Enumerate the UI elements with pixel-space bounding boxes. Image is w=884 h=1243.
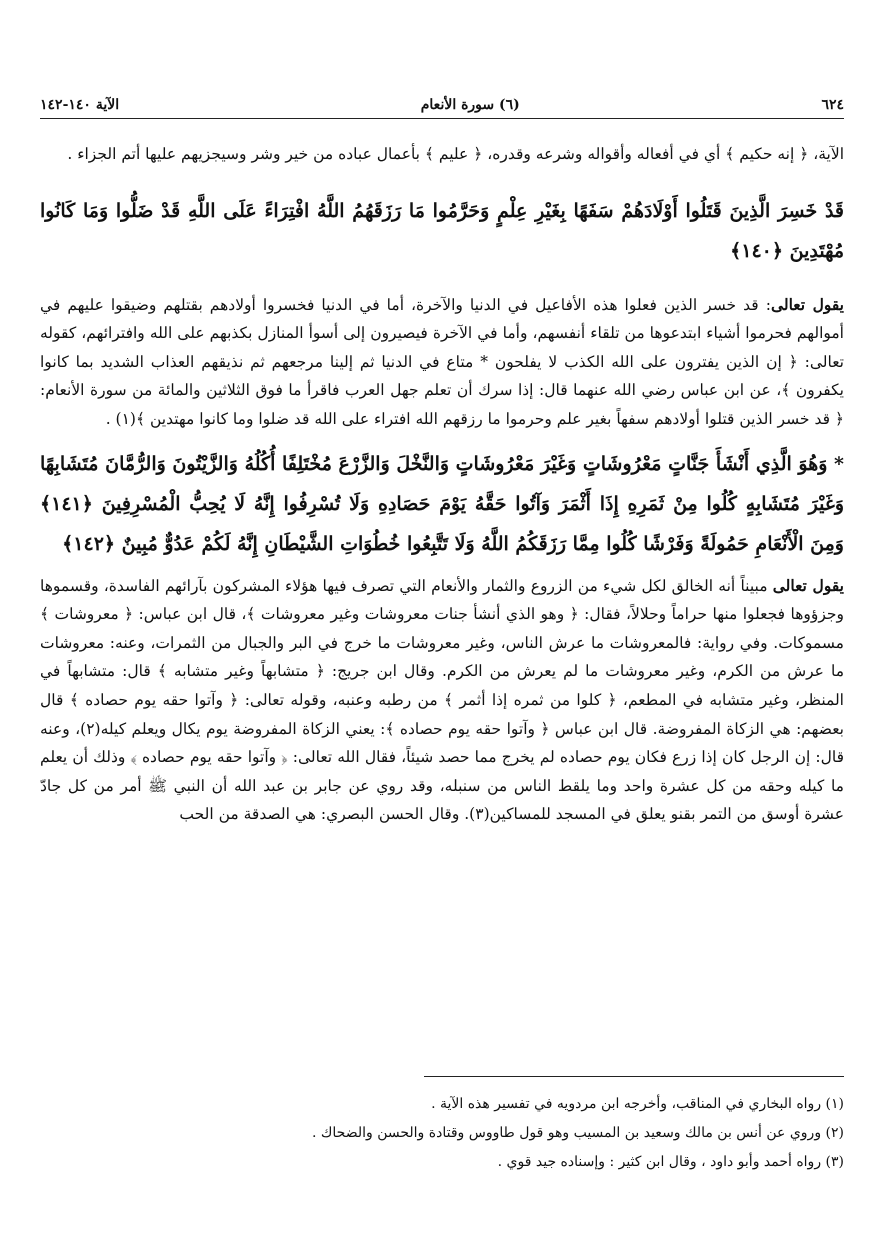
tafsir-lead: يقول تعالى (772, 575, 844, 595)
footnote-1: (١) رواه البخاري في المناقب، وأخرجه ابن مردويه في تفسير هذه الآية . (431, 1096, 844, 1112)
running-header (40, 92, 844, 119)
footnote-divider (424, 1076, 844, 1077)
tafsir-paragraph-140 (40, 291, 844, 434)
verse-range: الآية ١٤٠-١٤٢ (40, 97, 120, 113)
page-number: ٦٢٤ (821, 97, 844, 113)
footnote-3: (٣) رواه أحمد وأبو داود ، وقال ابن كثير : وإسناده جيد قوي . (497, 1154, 844, 1170)
footnotes (40, 1090, 844, 1177)
page-body (40, 140, 844, 829)
tafsir-text: مبيناً أنه الخالق لكل شيء من الزروع والثمار والأنعام التي تصرف فيها هؤلاء المشركون بآرائهم الفاسدة، وقسموها وجزؤوها فجعلوا منها حراماً وحلالاً، فقال: ﴿ وهو الذي أنشأ جنات معروشات وغير معروشات ﴾، قال ابن عباس: ﴿ معروشات ﴾ مسموكات. وفي رواية: فالمعروشات ما عرش الناس، وغير معروشات ما خرج في البر والجبال من الثمرات، وعنه: معروشات ما عرش من الكرم، وغير معروشات ما لم يعرش من الكرم. وقال ابن جريج: ﴿ متشابهاً وغير متشابه ﴾ قال: متشابهاً في المنظر، وغير متشابه في المطعم، ﴿ كلوا من ثمره إذا أثمر ﴾ من رطبه وعنبه، وقوله تعالى: ﴿ وآتوا حقه يوم حصاده ﴾ قال بعضهم: هي الزكاة المفروضة. قال ابن عباس ﴿ وآتوا حقه يوم حصاده ﴾: يعني الزكاة المفروضة يوم يكال ويعلم كيله(٢)، وعنه قال: إن الرجل كان إذا زرع فكان يوم حصاده لم يخرج مما حصد شيئاً، فقال الله تعالى: ﴿ وآتوا حقه يوم حصاده ﴾ وذلك أن يعلم ما كيله وحقه من كل عشرة واحد وما يلقط الناس من سنبله، وقد روي عن جابر بن عبد الله أن النبي ﷺ أمر من كل جادّ عشرة أوسق من التمر بقنو يعلق في المسجد للمساكين(٣). وقال الحسن البصري: هي الصدقة من الحب (40, 576, 844, 824)
tafsir-lead: يقول تعالى (770, 294, 844, 314)
quran-verse-140: قَدْ خَسِرَ الَّذِينَ قَتَلُوا أَوْلَادَهُمْ سَفَهًا بِغَيْرِ عِلْمٍ وَحَرَّمُوا مَا رَزَقَهُمُ اللَّهُ افْتِرَاءً عَلَى اللَّهِ قَدْ ضَلُّوا وَمَا كَانُوا مُهْتَدِينَ ﴿١٤٠﴾ (40, 199, 844, 262)
footnote-2: (٢) وروي عن أنس بن مالك وسعيد بن المسيب وهو قول طاووس وقتادة والحسن والضحاك . (311, 1125, 844, 1141)
tafsir-paragraph-141 (40, 572, 844, 829)
surah-title: (٦) سورة الأنعام (420, 97, 520, 113)
tafsir-text: : قد خسر الذين فعلوا هذه الأفاعيل في الدنيا والآخرة، أما في الدنيا فخسروا أولادهم بقتلهم وضيقوا عليهم في أموالهم فحرموا أشياء ابتدعوها من تلقاء أنفسهم، وأما في الآخرة فيصيرون إلى أسوأ المنازل بكذبهم على الله وافترائهم، كقوله تعالى: ﴿ إن الذين يفترون على الله الكذب لا يفلحون * متاع في الدنيا ثم إلينا مرجعهم ثم نذيقهم العذاب الشديد بما كانوا يكفرون ﴾، عن ابن عباس رضي الله عنهما قال: إذا سرك أن تعلم جهل العرب فاقرأ ما فوق الثلاثين والمائة من سورة الأنعام: ﴿ قد خسر الذين قتلوا أولادهم سفهاً بغير علم وحرموا ما رزقهم الله افتراء على الله قد ضلوا وما كانوا مهتدين ﴾(١) . (40, 295, 844, 428)
intro-paragraph: الآية، ﴿ إنه حكيم ﴾ أي في أفعاله وأقواله وشرعه وقدره، ﴿ عليم ﴾ بأعمال عباده من خير وشر وسيجزيهم عليها أتم الجزاء . (67, 145, 844, 163)
quran-verses-141-142: * وَهُوَ الَّذِي أَنْشَأَ جَنَّاتٍ مَعْرُوشَاتٍ وَغَيْرَ مَعْرُوشَاتٍ وَالنَّخْلَ وَالزَّرْعَ مُخْتَلِفًا أُكُلُهُ وَالزَّيْتُونَ وَالرُّمَّانَ مُتَشَابِهًا وَغَيْرَ مُتَشَابِهٍ كُلُوا مِنْ ثَمَرِهِ إِذَا أَثْمَرَ وَآتُوا حَقَّهُ يَوْمَ حَصَادِهِ وَلَا تُسْرِفُوا إِنَّهُ لَا يُحِبُّ الْمُسْرِفِينَ ﴿١٤١﴾ وَمِنَ الْأَنْعَامِ حَمُولَةً وَفَرْشًا كُلُوا مِمَّا رَزَقَكُمُ اللَّهُ وَلَا تَتَّبِعُوا خُطُوَاتِ الشَّيْطَانِ إِنَّهُ لَكُمْ عَدُوٌّ مُبِينٌ ﴿١٤٢﴾ (40, 452, 844, 555)
